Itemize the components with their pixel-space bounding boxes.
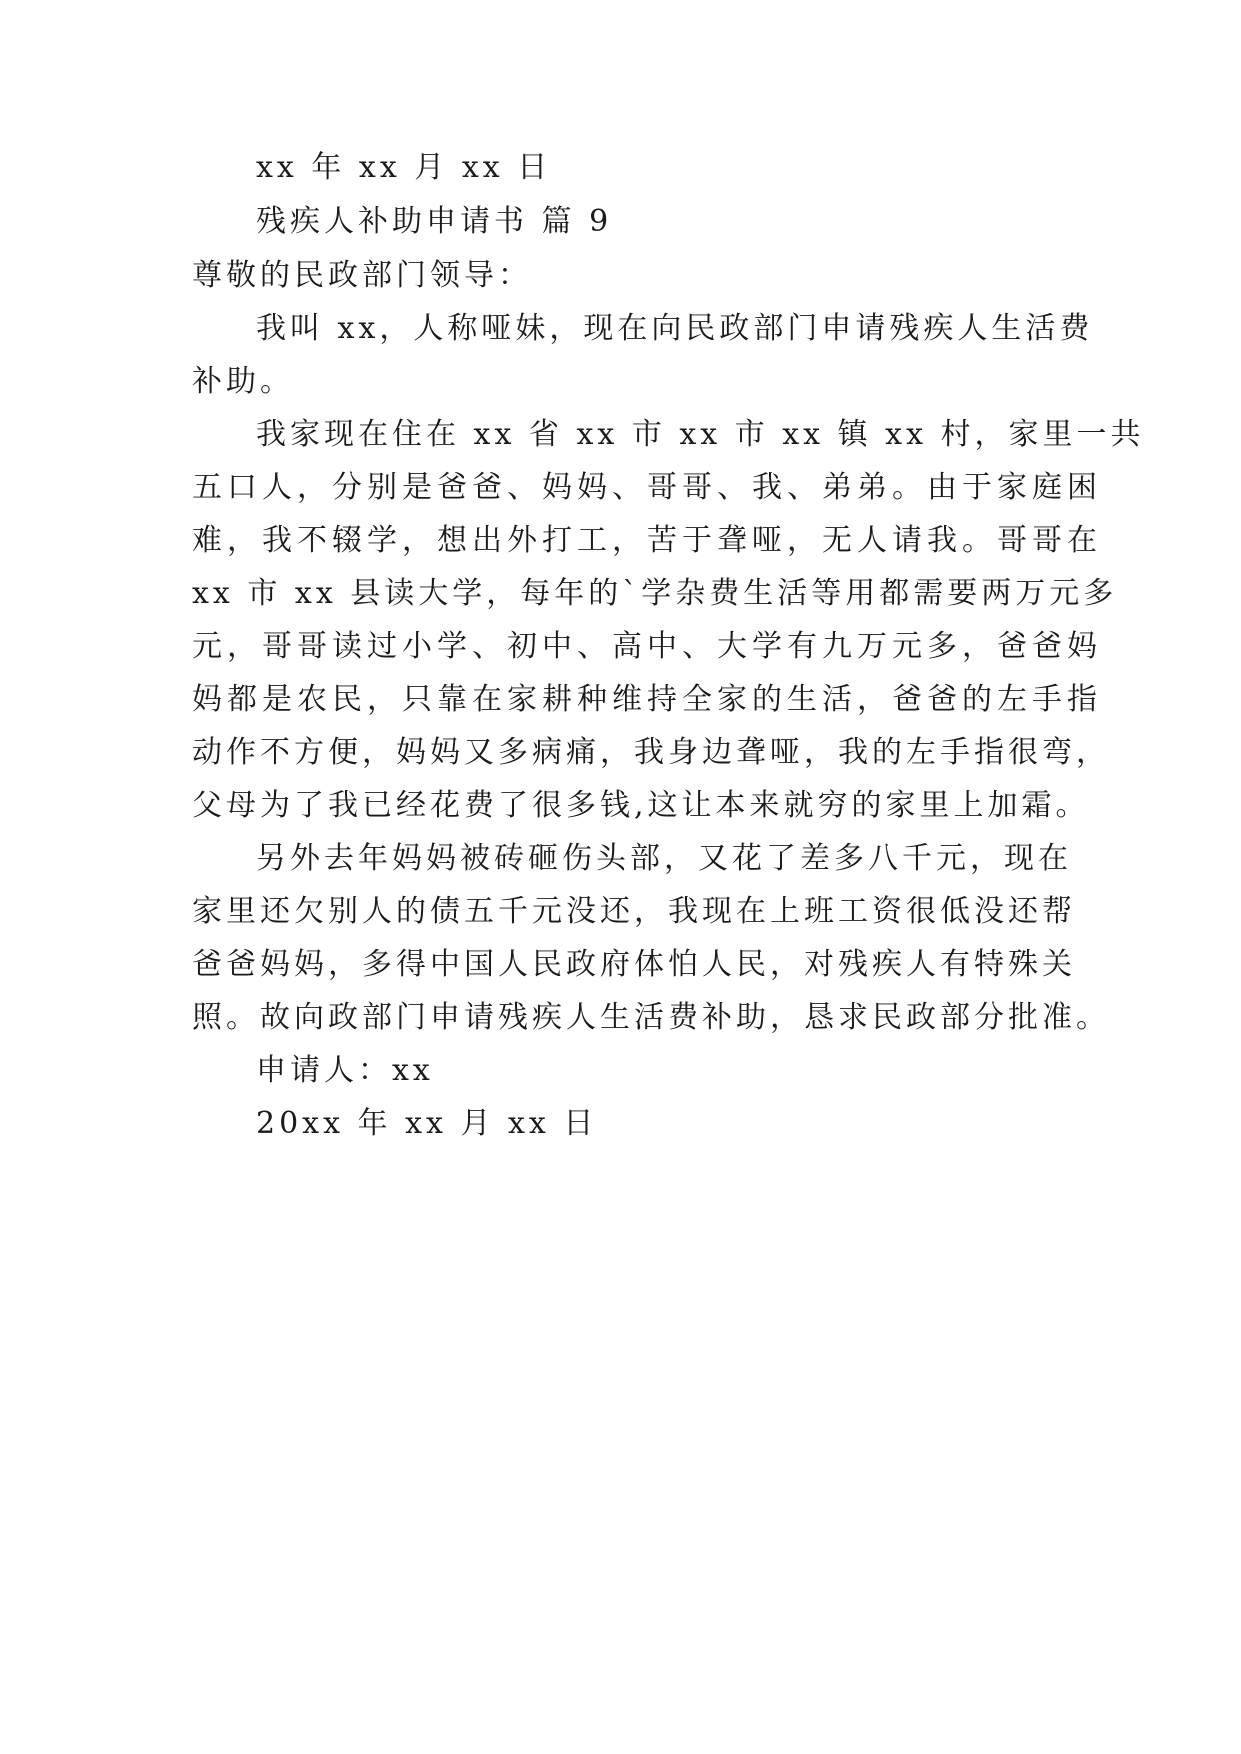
signature: 申请人：xx: [256, 1053, 434, 1088]
section-title: 残疾人补助申请书 篇 9: [256, 204, 613, 239]
paragraph-1-line-2: 补助。: [192, 364, 294, 399]
paragraph-2-line-4: xx 市 xx 县读大学，每年的`学杂费生活等用都需要两万元多: [192, 576, 1118, 611]
paragraph-2-line-3: 难，我不辍学，想出外打工，苦于聋哑，无人请我。哥哥在: [192, 523, 1102, 558]
paragraph-1-line-1: 我叫 xx，人称哑妹，现在向民政部门申请残疾人生活费: [256, 311, 1094, 346]
top-date: xx 年 xx 月 xx 日: [256, 150, 552, 185]
salutation: 尊敬的民政部门领导：: [192, 258, 532, 293]
paragraph-3-line-3: 爸爸妈妈，多得中国人民政府体怕人民，对残疾人有特殊关: [192, 947, 1076, 982]
paragraph-2-line-7: 动作不方便，妈妈又多病痛，我身边聋哑，我的左手指很弯，: [192, 735, 1110, 770]
paragraph-2-line-6: 妈都是农民，只靠在家耕种维持全家的生活，爸爸的左手指: [192, 682, 1102, 717]
paragraph-2-line-5: 元，哥哥读过小学、初中、高中、大学有九万元多，爸爸妈: [192, 629, 1102, 664]
paragraph-2-line-8: 父母为了我已经花费了很多钱,这让本来就穷的家里上加霜。: [192, 788, 1090, 823]
bottom-date: 20xx 年 xx 月 xx 日: [256, 1106, 598, 1141]
paragraph-3-line-2: 家里还欠别人的债五千元没还，我现在上班工资很低没还帮: [192, 894, 1076, 929]
paragraph-2-line-2: 五口人，分别是爸爸、妈妈、哥哥、我、弟弟。由于家庭困: [192, 470, 1102, 505]
paragraph-3-line-1: 另外去年妈妈被砖砸伤头部，又花了差多八千元，现在: [256, 841, 1072, 876]
paragraph-3-line-4: 照。故向政部门申请残疾人生活费补助，恳求民政部分批准。: [192, 1000, 1110, 1035]
paragraph-2-line-1: 我家现在住在 xx 省 xx 市 xx 市 xx 镇 xx 村，家里一共: [256, 417, 1145, 452]
